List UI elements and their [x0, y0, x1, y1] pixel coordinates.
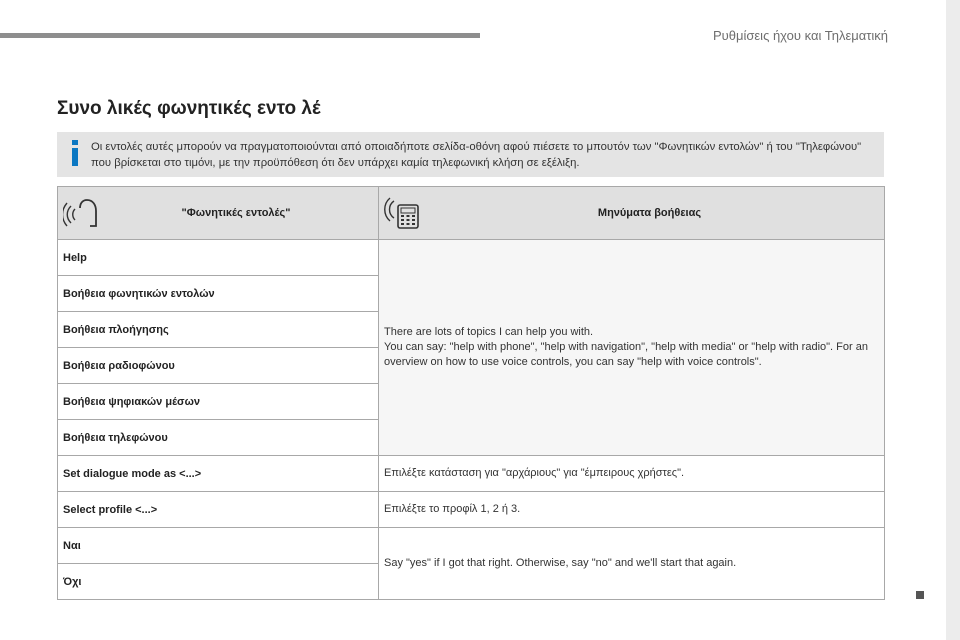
- page-marker-icon: [916, 591, 924, 599]
- response-yes-no: Say "yes" if I got that right. Otherwise, say "no" and we'll start that again.: [379, 528, 885, 600]
- command-no: Όχι: [58, 564, 379, 600]
- response-help-line1: There are lots of topics I can help you with.: [384, 326, 594, 338]
- command-select-profile: Select profile <...>: [58, 492, 379, 528]
- col-header-messages-label: Μηνύματα βοήθειας: [597, 207, 702, 219]
- top-divider-bar: [0, 33, 480, 38]
- col-header-messages: [379, 187, 885, 240]
- response-dialogue: Επιλέξτε κατάσταση για "αρχάριους" για "έμπειρους χρήστες".: [379, 456, 885, 492]
- col-header-commands-label: "Φωνητικές εντολές": [181, 207, 291, 219]
- col-header-commands: [58, 187, 379, 240]
- table-row: [58, 456, 885, 492]
- command-nav-help: Βοήθεια πλοήγησης: [58, 312, 379, 348]
- info-icon: [71, 140, 79, 166]
- command-help: Help: [58, 240, 379, 276]
- command-radio-help: Βοήθεια ραδιοφώνου: [58, 348, 379, 384]
- chapter-title: Ρυθμίσεις ήχου και Τηλεματική: [712, 28, 888, 43]
- table-row: [58, 528, 885, 564]
- table-header-row: [58, 187, 885, 240]
- table-row: [58, 492, 885, 528]
- command-yes: Ναι: [58, 528, 379, 564]
- table-row: [58, 240, 885, 276]
- command-phone-help: Βοήθεια τηλεφώνου: [58, 420, 379, 456]
- command-voice-help: Βοήθεια φωνητικών εντολών: [58, 276, 379, 312]
- command-media-help: Βοήθεια ψηφιακών μέσων: [58, 384, 379, 420]
- command-set-dialogue: Set dialogue mode as <...>: [58, 456, 379, 492]
- phone-keypad-icon: [384, 196, 420, 230]
- section-heading: Συνο λικές φωνητικές εντο λέ: [57, 98, 321, 119]
- response-profile: Επιλέξτε το προφίλ 1, 2 ή 3.: [379, 492, 885, 528]
- voice-command-icon: [63, 196, 99, 230]
- info-box: [57, 132, 884, 177]
- voice-commands-table: [57, 186, 885, 600]
- info-text: Οι εντολές αυτές μπορούν να πραγματοποιούνται από οποιαδήποτε σελίδα-οθόνη αφού πιέσετε το μπουτόν των "Φωνητικών εντολών" ή του "Τηλεφώνου" που βρίσκεται στο τιμόνι, με την προϋπόθεση ότι δεν υπάρχει καμία τηλεφωνική κλήση σε εξέλιξη.: [91, 141, 862, 169]
- page-edge-strip: [946, 0, 960, 640]
- response-help-line2: You can say: "help with phone", "help with navigation", "help with media" or "help with radio". For an overview on how to use voice controls, you can say "help with voice controls".: [384, 341, 868, 368]
- response-help: [379, 240, 885, 456]
